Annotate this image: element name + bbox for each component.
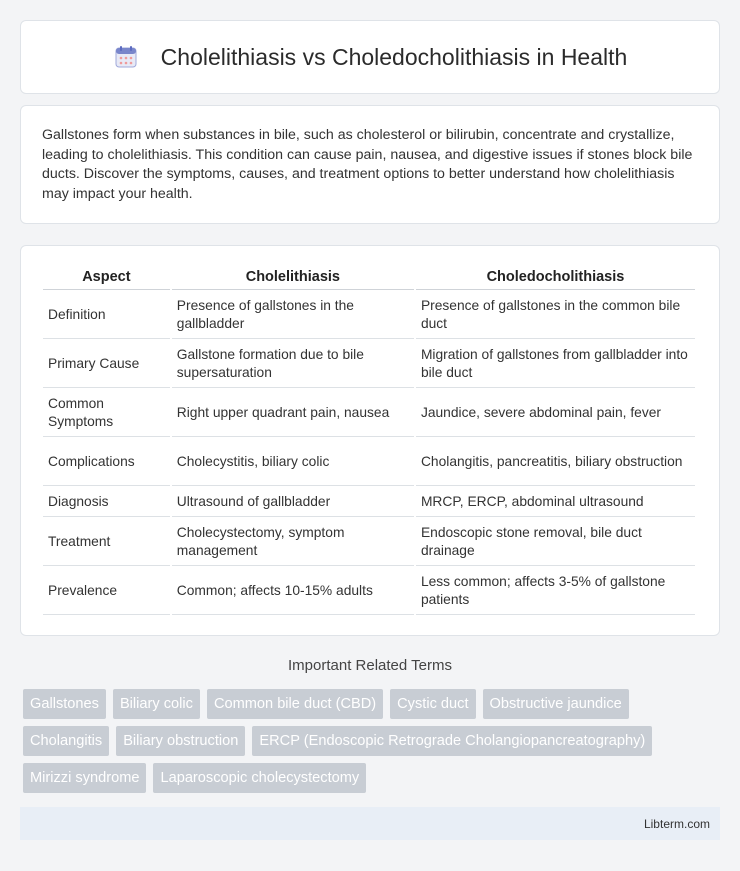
table-row (43, 517, 695, 566)
column-header-aspect: Aspect (43, 265, 170, 290)
calendar-icon (113, 44, 139, 70)
table-cell: Cholecystectomy, symptom management (172, 517, 414, 566)
comparison-table-card (20, 245, 720, 636)
column-header-cholelithiasis: Cholelithiasis (172, 265, 414, 290)
table-cell: Common; affects 10-15% adults (172, 566, 414, 615)
table-cell: Presence of gallstones in the gallbladder (172, 290, 414, 339)
table-header-row (43, 265, 695, 290)
table-cell: Jaundice, severe abdominal pain, fever (416, 388, 695, 437)
table-cell: Right upper quadrant pain, nausea (172, 388, 414, 437)
comparison-table (41, 265, 697, 615)
table-cell: Definition (43, 290, 170, 339)
table-cell: Endoscopic stone removal, bile duct drainage (416, 517, 695, 566)
term-tag[interactable]: Cholangitis (23, 726, 109, 756)
page-title: Cholelithiasis vs Choledocholithiasis in Health (160, 43, 628, 70)
table-row (43, 486, 695, 517)
table-cell: Cholangitis, pancreatitis, biliary obstruction (416, 437, 695, 486)
header-card (20, 20, 720, 94)
intro-card (20, 105, 720, 224)
term-tag[interactable]: Laparoscopic cholecystectomy (153, 763, 366, 793)
term-tag[interactable]: Gallstones (23, 689, 106, 719)
table-cell: Ultrasound of gallbladder (172, 486, 414, 517)
table-cell: Common Symptoms (43, 388, 170, 437)
table-row (43, 437, 695, 486)
table-row (43, 388, 695, 437)
term-tag[interactable]: Obstructive jaundice (483, 689, 629, 719)
table-cell: Primary Cause (43, 339, 170, 388)
term-tag[interactable]: Biliary obstruction (116, 726, 245, 756)
related-terms-list (23, 689, 723, 800)
intro-text: Gallstones form when substances in bile, such as cholesterol or bilirubin, concentrate and crystallize, leading to cholelithiasis. This condition can cause pain, nausea, and digestive issues if stones block bile ducts. Discover the symptoms, causes, and treatment options to better understand how cholelithiasis may impact your health. (42, 127, 693, 202)
term-tag[interactable]: ERCP (Endoscopic Retrograde Cholangiopancreatography) (252, 726, 652, 756)
term-tag[interactable]: Biliary colic (113, 689, 200, 719)
term-tag[interactable]: Cystic duct (390, 689, 475, 719)
table-cell: MRCP, ERCP, abdominal ultrasound (416, 486, 695, 517)
footer-site-link[interactable]: Libterm.com (643, 816, 710, 831)
table-cell: Gallstone formation due to bile supersaturation (172, 339, 414, 388)
related-terms-title: Important Related Terms (288, 657, 452, 674)
term-tag[interactable]: Mirizzi syndrome (23, 763, 146, 793)
table-row (43, 339, 695, 388)
table-cell: Treatment (43, 517, 170, 566)
table-row (43, 566, 695, 615)
table-cell: Complications (43, 437, 170, 486)
footer (20, 807, 720, 840)
table-cell: Migration of gallstones from gallbladder into bile duct (416, 339, 695, 388)
table-cell: Cholecystitis, biliary colic (172, 437, 414, 486)
column-header-choledocholithiasis: Choledocholithiasis (416, 265, 695, 290)
table-cell: Less common; affects 3-5% of gallstone patients (416, 566, 695, 615)
table-cell: Diagnosis (43, 486, 170, 517)
table-cell: Prevalence (43, 566, 170, 615)
table-row (43, 290, 695, 339)
term-tag[interactable]: Common bile duct (CBD) (207, 689, 383, 719)
table-cell: Presence of gallstones in the common bile duct (416, 290, 695, 339)
